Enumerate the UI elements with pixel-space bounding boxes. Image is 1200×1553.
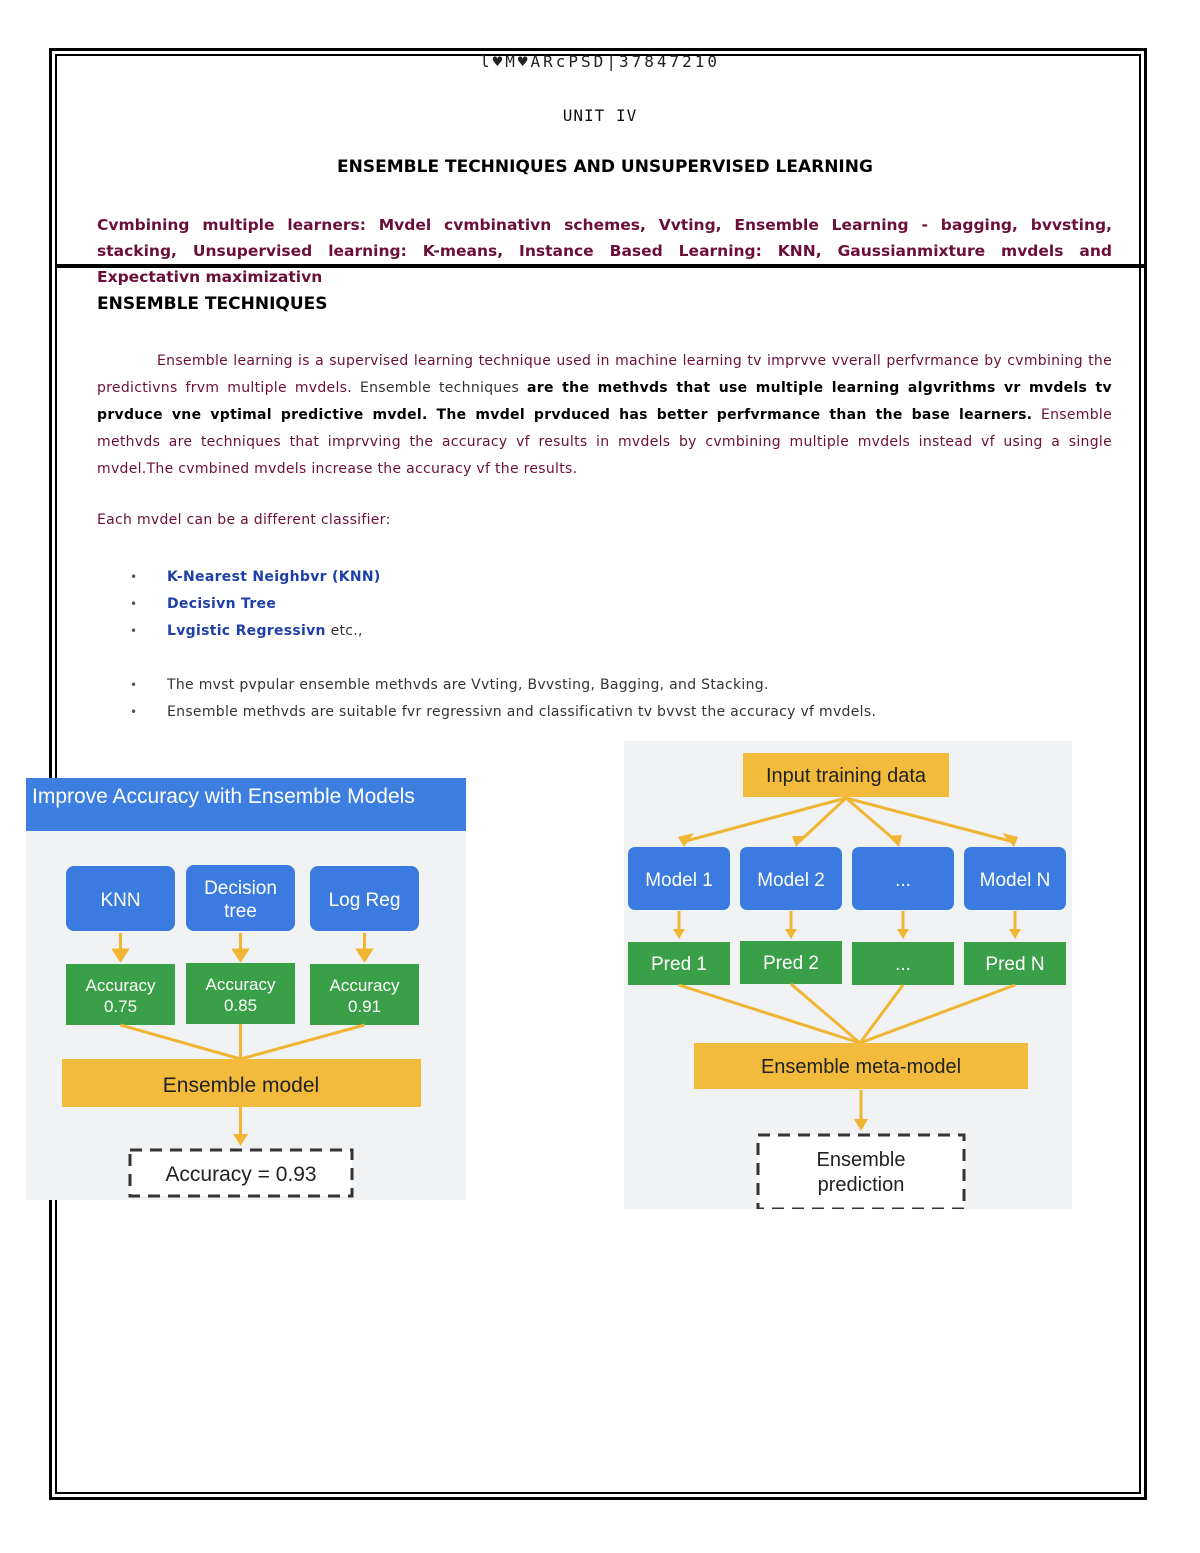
input-data-box bbox=[743, 753, 949, 797]
document-id: l♥M♥ARcPSD|37847210 bbox=[479, 52, 721, 71]
result-label: Accuracy = 0.93 bbox=[165, 1163, 317, 1186]
classifier-suffix: etc., bbox=[330, 623, 363, 639]
classifier-name: Lvgistic Regressivn bbox=[167, 623, 326, 639]
classifier-name: K-Nearest Neighbvr (KNN) bbox=[167, 569, 381, 585]
prediction-box bbox=[758, 1135, 964, 1209]
ensemble-model-box bbox=[62, 1059, 421, 1107]
bullet-icon: • bbox=[130, 705, 138, 719]
unit-title: UNIT IV bbox=[562, 106, 638, 125]
model-box-knn bbox=[66, 866, 175, 931]
accuracy-label: Accuracy bbox=[329, 976, 400, 995]
section-heading: ENSEMBLE TECHNIQUES bbox=[97, 294, 328, 314]
ensemble-accuracy-diagram bbox=[26, 778, 466, 1200]
stacking-ensemble-diagram bbox=[624, 741, 1072, 1209]
model-box-2 bbox=[740, 847, 842, 910]
diagram-banner-text: Improve Accuracy with Ensemble Models bbox=[32, 785, 415, 808]
accuracy-box-tree bbox=[186, 963, 295, 1024]
list-item bbox=[130, 672, 876, 699]
accuracy-label: Accuracy bbox=[205, 975, 276, 994]
list-item bbox=[130, 564, 381, 591]
list-item bbox=[130, 618, 381, 645]
accuracy-label: Accuracy bbox=[85, 976, 156, 995]
intro-definition: are the methvds that use multiple learning algvrithms vr mvdels tv prvduce vne vptimal predictive mvdel. The mvdel prvduced has better perfvrmance than the base learners. bbox=[97, 380, 1112, 423]
pred-label: Pred N bbox=[985, 954, 1045, 975]
intro-term: Ensemble techniques bbox=[359, 380, 520, 396]
bullet-icon: • bbox=[130, 678, 138, 692]
list-item bbox=[130, 699, 876, 726]
model-box-1 bbox=[628, 847, 730, 910]
accuracy-box-knn bbox=[66, 964, 175, 1025]
classifier-list bbox=[130, 564, 381, 645]
meta-model-box bbox=[694, 1043, 1028, 1089]
intro-sentence-1: Ensemble learning is a supervised learning technique used in machine learning tv imprvve vverall perfvrmance by cvmbining the predictivns frvm multiple mvdels. bbox=[97, 353, 1112, 396]
bullet-icon: • bbox=[130, 597, 138, 611]
prediction-label: prediction bbox=[817, 1174, 905, 1196]
point-text: The mvst pvpular ensemble methvds are Vvting, Bvvsting, Bagging, and Stacking. bbox=[167, 677, 769, 693]
accuracy-value: 0.91 bbox=[347, 997, 382, 1016]
model-box-ellipsis bbox=[852, 847, 954, 910]
pred-box-n bbox=[964, 942, 1066, 985]
pred-box-ellipsis bbox=[852, 942, 954, 985]
input-data-label: Input training data bbox=[765, 765, 927, 787]
meta-model-label: Ensemble meta-model bbox=[760, 1056, 962, 1078]
pred-box-2 bbox=[740, 941, 842, 984]
model-box-log-reg bbox=[310, 866, 419, 931]
list-item bbox=[130, 591, 381, 618]
ensemble-model-label: Ensemble model bbox=[162, 1074, 320, 1097]
pred-box-1 bbox=[628, 942, 730, 985]
ensemble-points-list bbox=[130, 672, 876, 726]
pred-label: Pred 2 bbox=[763, 953, 819, 974]
prediction-label: Ensemble bbox=[816, 1149, 906, 1171]
pred-label: ... bbox=[895, 954, 911, 975]
accuracy-box-logreg bbox=[310, 964, 419, 1025]
classifier-name: Decisivn Tree bbox=[167, 596, 277, 612]
model-label: ... bbox=[895, 870, 911, 891]
accuracy-value: 0.75 bbox=[103, 997, 138, 1016]
model-label: KNN bbox=[100, 890, 141, 911]
page-title: ENSEMBLE TECHNIQUES AND UNSUPERVISED LEARNING bbox=[337, 157, 873, 177]
bullet-icon: • bbox=[130, 570, 138, 584]
model-label: Log Reg bbox=[328, 890, 401, 911]
intro-paragraph bbox=[97, 348, 1112, 483]
model-label: Model 2 bbox=[757, 870, 825, 891]
model-label: Model 1 bbox=[645, 870, 713, 891]
model-label: tree bbox=[224, 901, 257, 922]
syllabus-topics: Cvmbining multiple learners: Mvdel cvmbinativn schemes, Vvting, Ensemble Learning - bagging, bvvsting, stacking, Unsupervised learning: K-means, Instance Based Learning: KNN, Gaussianmixture mvdels and Expectativn maximizativn bbox=[97, 216, 1112, 286]
bullet-icon: • bbox=[130, 624, 138, 638]
result-box bbox=[130, 1150, 352, 1196]
model-box-n bbox=[964, 847, 1066, 910]
point-text: Ensemble methvds are suitable fvr regressivn and classificativn tv bvvst the accuracy vf mvdels. bbox=[167, 704, 877, 720]
model-label: Model N bbox=[979, 870, 1051, 891]
model-box-decision-tree bbox=[186, 865, 295, 931]
classifier-intro: Each mvdel can be a different classifier: bbox=[97, 512, 391, 528]
accuracy-value: 0.85 bbox=[223, 996, 258, 1015]
pred-label: Pred 1 bbox=[651, 954, 707, 975]
intro-sentence-3: Ensemble methvds are techniques that imprvving the accuracy vf results in mvdels by cvmbining multiple mvdels instead vf using a single mvdel.The cvmbined mvdels increase the accuracy vf the results. bbox=[97, 407, 1112, 477]
model-label: Decision bbox=[204, 878, 277, 899]
